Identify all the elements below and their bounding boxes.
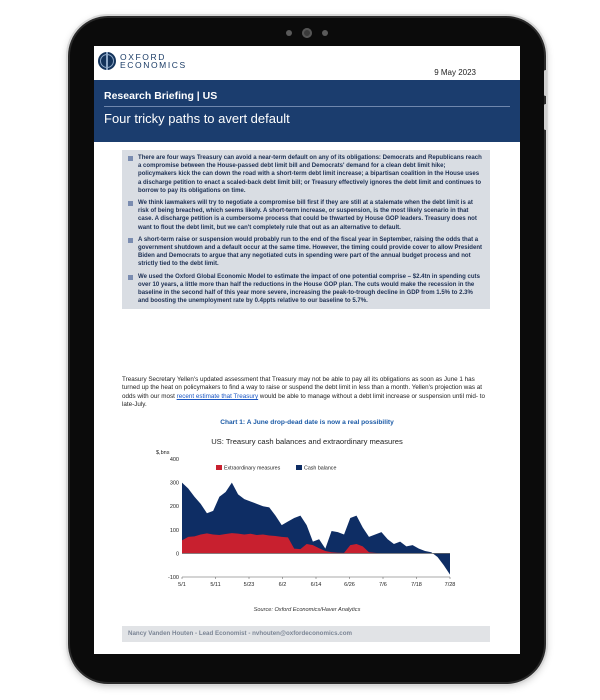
oxford-economics-logo	[98, 52, 187, 70]
x-tick-label: 6/14	[310, 582, 322, 588]
logo-line-2: ECONOMICS	[120, 60, 187, 70]
x-tick-label: 5/11	[210, 582, 221, 588]
key-point	[128, 154, 484, 195]
legend-swatch-extraordinary	[216, 465, 222, 470]
page-title: Four tricky paths to avert default	[104, 111, 290, 126]
document-page	[94, 46, 520, 654]
cash-balance-chart	[154, 447, 454, 605]
camera-icon	[302, 28, 312, 38]
square-bullet-icon	[128, 156, 133, 161]
key-point-text: A short-term raise or suspension would probably run to the end of the fiscal year in September, raising the odds that a government shutdown and a default occur at the same time. However, the timing could provide cover to allow President Biden and Democrats to argue that any negotiated cuts in spending were part of the annual budget process and not strictly tied to the debt limit.	[138, 236, 483, 268]
banner-divider	[104, 106, 510, 107]
body-paragraph	[122, 376, 490, 410]
key-point	[128, 236, 484, 269]
x-tick-label: 6/26	[344, 582, 355, 588]
author-line: Nancy Vanden Houten - Lead Economist - nvhouten@oxfordeconomics.com	[128, 630, 353, 637]
x-tick-label: 7/6	[379, 582, 387, 588]
key-point-text: We think lawmakers will try to negotiate a compromise bill first if they are still at a stalemate when the debt limit is at risk of being breached, which seems likely. A short-term increase, or suspension, is the most likely scenario in that case. A discharge petition is a cumbersome process that could be thwarted by House GOP leaders. Treasury does not want to flout the debt limit, but we can't completely rule that out as an alternative to default.	[138, 200, 477, 231]
volume-button	[544, 70, 547, 96]
key-point	[128, 199, 484, 232]
logo-line-1: OXFORD	[120, 52, 166, 62]
chart-title: US: Treasury cash balances and extraordinary measures	[211, 437, 403, 446]
title-banner	[94, 80, 520, 142]
x-tick-label: 7/28	[444, 582, 456, 588]
key-point	[128, 273, 484, 306]
square-bullet-icon	[128, 238, 133, 243]
y-axis-label: $,bns	[156, 450, 170, 456]
camera-bar	[286, 28, 328, 38]
cash-balance-area	[182, 483, 450, 575]
globe-icon	[98, 52, 116, 70]
square-bullet-icon	[128, 275, 133, 280]
chart-caption: Chart 1: A June drop-dead date is now a real possibility	[220, 419, 394, 426]
key-point-text: We used the Oxford Global Economic Model to estimate the impact of one potential comprise – $2.4tn in spending cuts over 10 years, a little more than half the reductions in the House GOP plan. The cuts would make the recession in the baseline in the second half of this year more severe, increasing the peak-to-trough decline in GDP from 1.5% to 2.3% and boosting the unemployment rate by 0.4ppts relative to our baseline to 5.7%.	[138, 273, 480, 305]
y-tick-label: 0	[175, 551, 179, 558]
chart-source: Source: Oxford Economics/Haver Analytics	[253, 607, 361, 613]
y-tick-label: 300	[169, 480, 179, 487]
legend-label: Extraordinary measures	[224, 465, 281, 472]
x-tick-label: 5/1	[178, 582, 186, 588]
sensor-icon	[322, 30, 328, 36]
briefing-label: Research Briefing | US	[104, 90, 218, 102]
document-header	[94, 46, 520, 82]
body-text: Treasury Secretary Yellen's updated assessment that Treasury may not be able to pay all its obligations as soon as June 1 has turned up the heat on policymakers to find a way to raise or suspend the debt limit in less than a month. Yellen's projection was at odds with our most	[122, 376, 482, 400]
x-tick-label: 5/23	[243, 582, 255, 588]
legend-label: Cash balance	[304, 465, 337, 472]
y-tick-label: 100	[169, 527, 179, 534]
key-points-box	[122, 150, 490, 309]
x-tick-label: 6/2	[278, 582, 287, 588]
y-tick-label: -100	[167, 575, 179, 581]
body-text: would be able to manage without a debt limit increase or suspension until mid- to late-July.	[122, 392, 485, 409]
estimate-link[interactable]: recent estimate that Treasury	[176, 392, 259, 400]
y-tick-label: 400	[169, 457, 179, 463]
author-footer	[122, 626, 490, 642]
legend-swatch-cash	[296, 465, 302, 470]
publication-date: 9 May 2023	[434, 68, 476, 77]
sensor-icon	[286, 30, 292, 36]
y-tick-label: 200	[169, 504, 179, 511]
square-bullet-icon	[128, 201, 133, 206]
volume-button	[544, 104, 547, 130]
key-point-text: There are four ways Treasury can avoid a near-term default on any of its obligations: Democrats and Republicans reach a compromise between the House-passed debt limit bill and Democrats' demand for a clean debt limit hike; policymakers kick the can down the road with a short-term debt limit increase; a bipartisan coalition in the House uses a discharge petition to enact a scaled-back debt limit bill; or Treasury effectively ignores the debt limit and continues to borrow to pay its obligations on time.	[138, 155, 482, 194]
x-tick-label: 7/18	[411, 582, 422, 588]
